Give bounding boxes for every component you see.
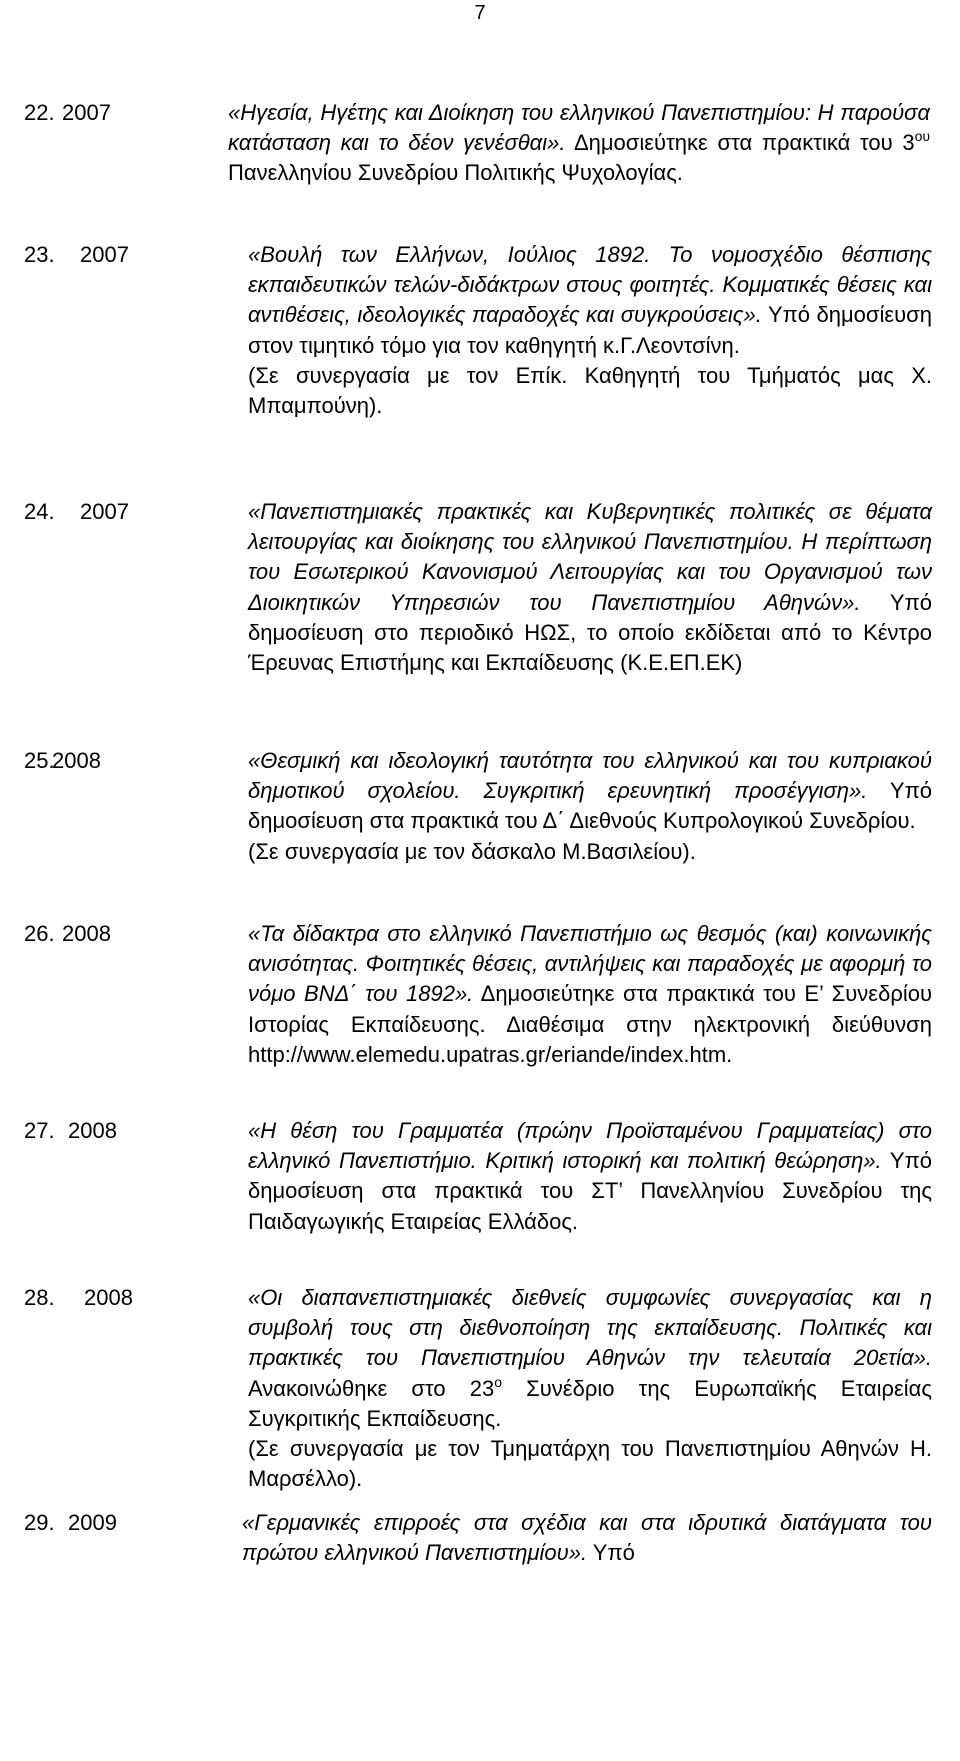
entry-number: 26. [24, 921, 55, 946]
entry-year: 2007 [80, 499, 129, 524]
ordinal-suffix: ου [914, 128, 931, 145]
entry-description: Υπό δημοσίευση στα πρακτικά του Δ΄ Διεθνούς Κυπρολογικού Συνεδρίου. [248, 778, 932, 834]
entry-title: «Θεσμική και ιδεολογική ταυτότητα του ελληνικού και του κυπριακού δημοτικού σχολείου. Συγκριτική ερευνητική προσέγγιση». [248, 748, 932, 804]
entry-collaboration: (Σε συνεργασία με τον Τμηματάρχη του Πανεπιστημίου Αθηνών Η. Μαρσέλλο). [248, 1436, 932, 1492]
entry-number: 23. [24, 242, 55, 267]
entry-number: 29. [24, 1510, 55, 1535]
entry-description: Δημοσιεύτηκε στα πρακτικά του Ε’ Συνεδρίου Ιστορίας Εκπαίδευσης. Διαθέσιμα στην ηλεκτρονική διεύθυνση [248, 981, 933, 1037]
entry-text [248, 497, 932, 678]
entry-text [248, 240, 932, 421]
entry-description: Υπό [592, 1540, 635, 1566]
entry-description: Υπό δημοσίευση στο περιοδικό ΗΩΣ, το οποίο εκδίδεται από το Κέντρο Έρευνας Επιστήμης και Εκπαίδευσης (Κ.Ε.ΕΠ.ΕΚ) [248, 589, 933, 676]
entry-collaboration: (Σε συνεργασία με τον Επίκ. Καθηγητή του Τμήματός μας Χ. Μπαμπούνη). [248, 362, 932, 419]
entry-title: «Γερμανικές επιρροές στα σχέδια και στα ιδρυτικά διατάγματα του πρώτου ελληνικού Πανεπιστημίου». [242, 1510, 932, 1566]
entry-description: Δημοσιεύτηκε στα πρακτικά του 3 [573, 130, 915, 156]
entry-year: 2007 [62, 100, 111, 125]
entry-text [248, 746, 932, 867]
entry-title: «Πανεπιστημιακές πρακτικές και Κυβερνητικές πολιτικές σε θέματα λειτουργίας και διοίκησης του ελληνικού Πανεπιστημίου. Η περίπτωση του Εσωτερικού Κανονισμού Λειτουργίας και του Οργανισμού των Διοικητικών Υπηρεσιών του Πανεπιστημίου Αθηνών». [248, 499, 932, 615]
entry-collaboration: (Σε συνεργασία με τον δάσκαλο Μ.Βασιλείου). [248, 838, 696, 864]
entry-description: Υπό δημοσίευση στον τιμητικό τόμο για τον καθηγητή κ.Γ.Λεοντσίνη. [248, 302, 932, 358]
entry-title: «Τα δίδακτρα στο ελληνικό Πανεπιστήμιο ως θεσμός (και) κοινωνικής ανισότητας. Φοιτητικές θέσεις, αντιλήψεις και παραδοχές με αφορμή το νόμο ΒΝΔ΄ του 1892». [248, 921, 932, 1007]
ordinal-suffix: ο [494, 1373, 503, 1390]
entry-text [248, 1283, 932, 1494]
entry-number: 24. [24, 499, 55, 524]
entry-description: Ανακοινώθηκε στο 23 [248, 1375, 495, 1401]
entry-title: «Οι διαπανεπιστημιακές διεθνείς συμφωνίες συνεργασίας και η συμβολή τους στη διεθνοποίηση της εκπαίδευσης. Πολιτικές και πρακτικές του Πανεπιστημίου Αθηνών την τελευταία 20ετία». [248, 1285, 932, 1371]
page-number: 7 [474, 2, 486, 24]
entry-text [248, 919, 932, 1070]
entry-number: 22. [24, 100, 55, 125]
entry-year: 2009 [68, 1510, 117, 1535]
entry-description-cont: Πανελληνίου Συνεδρίου Πολιτικής Ψυχολογίας. [228, 160, 683, 186]
entry-url: http://www.elemedu.upatras.gr/eriande/index.htm. [248, 1041, 733, 1067]
entry-number: 27. [24, 1118, 55, 1143]
entry-number: 25. [24, 748, 55, 773]
entry-description-cont: Συνέδριο της Ευρωπαϊκής Εταιρείας Συγκριτικής Εκπαίδευσης. [248, 1375, 932, 1431]
entry-title: «Η θέση του Γραμματέα (πρώην Προϊσταμένου Γραμματείας) στο ελληνικό Πανεπιστήμιο. Κριτική ιστορική και πολιτική θεώρηση». [248, 1118, 932, 1174]
entry-text [228, 98, 930, 189]
entry-year: 2008 [52, 748, 101, 773]
entry-year: 2008 [68, 1118, 117, 1143]
entry-text [248, 1116, 932, 1237]
entry-text [242, 1508, 932, 1568]
entry-year: 2007 [80, 242, 129, 267]
entry-description: Υπό δημοσίευση στα πρακτικά του ΣΤ’ Πανελληνίου Συνεδρίου της Παιδαγωγικής Εταιρείας Ελλάδος. [248, 1148, 932, 1234]
entry-year: 2008 [62, 921, 111, 946]
entry-number: 28. [24, 1285, 55, 1310]
entry-year: 2008 [84, 1285, 133, 1310]
entry-title: «Ηγεσία, Ηγέτης και Διοίκηση του ελληνικού Πανεπιστημίου: Η παρούσα κατάσταση και το δέον γενέσθαι». [228, 100, 930, 156]
entry-title: «Βουλή των Ελλήνων, Ιούλιος 1892. Το νομοσχέδιο θέσπισης εκπαιδευτικών τελών-διδάκτρων στους φοιτητές. Κομματικές θέσεις και αντιθέσεις, ιδεολογικές παραδοχές και συγκρούσεις». [248, 242, 932, 328]
